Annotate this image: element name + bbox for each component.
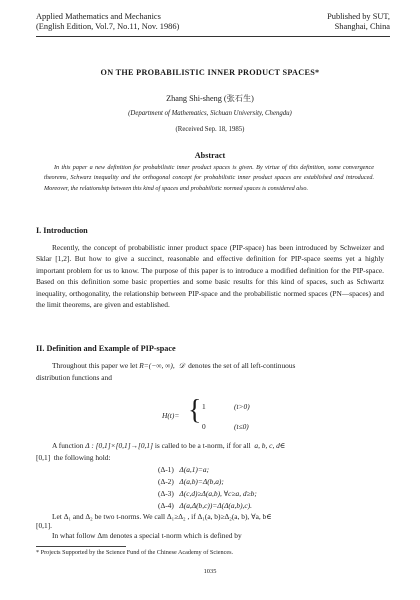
section-heading-introduction: I. Introduction [36, 226, 88, 235]
axiom-row: (Δ-4) Δ(a,Δ(b,c))=Δ(Δ(a,b),c). [158, 501, 252, 510]
section-heading-definition: II. Definition and Example of PIP-space [36, 344, 176, 353]
case-1-condition: (t>0) [234, 402, 250, 411]
heaviside-lhs: H(t)= [162, 411, 180, 420]
case-1-value: 1 [202, 402, 206, 411]
case-2-condition: (t≤0) [234, 422, 249, 431]
publisher-name: Published by SUT, [327, 12, 390, 21]
tnorm-comparison-line: Let Δ₁ and Δ₂ be two t-norms. We call Δ₁≥Δ₂ , if Δ₁(a, b)≥Δ₂(a, b), ∀a, b∈ [52, 512, 272, 521]
definition-line-2: distribution functions and [36, 373, 112, 382]
tnorm-definition-line-1: A function Δ : [0,1]×[0,1]→[0,1] is called to be a t-norm, if for all a, b, c, d∈ [52, 441, 286, 450]
abstract-text: In this paper a new definition for probabilistic inner product spaces is given. By virtue of this definition, some convergence theorems, Schwarz inequality and the orthogonal concept for probabilistic inner product spaces are established and introduced. Moreover, the relationship between this kind of spaces and probabilistic normed spaces is considered also. [44, 164, 374, 192]
definition-line-1: Throughout this paper we let R=(−∞, ∞), 𝒟 denotes the set of all left-continuous [52, 361, 296, 370]
journal-name: Applied Mathematics and Mechanics [36, 12, 161, 21]
paper-author: Zhang Shi-sheng (张石生) [166, 94, 254, 103]
axiom-row: (Δ-3) Δ(c,d)≥Δ(a,b), ∀c≥a, d≥b; [158, 489, 257, 498]
tnorm-definition-line-2: [0,1] the following hold: [36, 453, 111, 462]
author-affiliation: (Department of Mathematics, Sichuan University, Chengdu) [128, 110, 292, 117]
footnote: * Projects Supported by the Science Fund of the Chinese Academy of Sciences. [36, 549, 234, 556]
publisher-location: Shanghai, China [334, 22, 390, 31]
journal-issue: (English Edition, Vol.7, No.11, Nov. 1986) [36, 22, 180, 31]
introduction-paragraph: Recently, the concept of probabilistic inner product space (PIP-space) has been introduced by Schweizer and Sklar [1,2]. But how to give a succinct, reasonable and effective definition for PIP-space seems yet a highly important problem for us to know. The purpose of this paper is to introduce a modified definition for the PIP-space. Based on this definition some basic properties and some basic results for this kind of spaces, such as Schwartz inequality, orthogonality, the relationship between PIP-space and the probabilistic normed spaces (PN—spaces) and the limit theorems, are given and established. [36, 243, 384, 310]
special-tnorm-line: In what follow Δm denotes a special t-norm which is defined by [52, 531, 242, 540]
heaviside-definition [162, 395, 282, 436]
publisher-header [327, 12, 390, 32]
cases-brace: { [188, 395, 202, 426]
header-rule [36, 36, 390, 37]
abstract-heading: Abstract [194, 151, 226, 160]
journal-header [36, 12, 179, 32]
paper-title: ON THE PROBABILISTIC INNER PRODUCT SPACES* [100, 68, 320, 77]
tnorm-comparison-line-2: [0,1]. [36, 521, 53, 530]
axiom-row: (Δ-1) Δ(a,1)=a; [158, 465, 210, 474]
case-2-value: 0 [202, 422, 206, 431]
received-date: (Received Sep. 18, 1985) [175, 126, 245, 133]
footnote-rule [36, 546, 126, 547]
axiom-row: (Δ-2) Δ(a,b)=Δ(b,a); [158, 477, 224, 486]
page-number: 1035 [203, 568, 217, 575]
